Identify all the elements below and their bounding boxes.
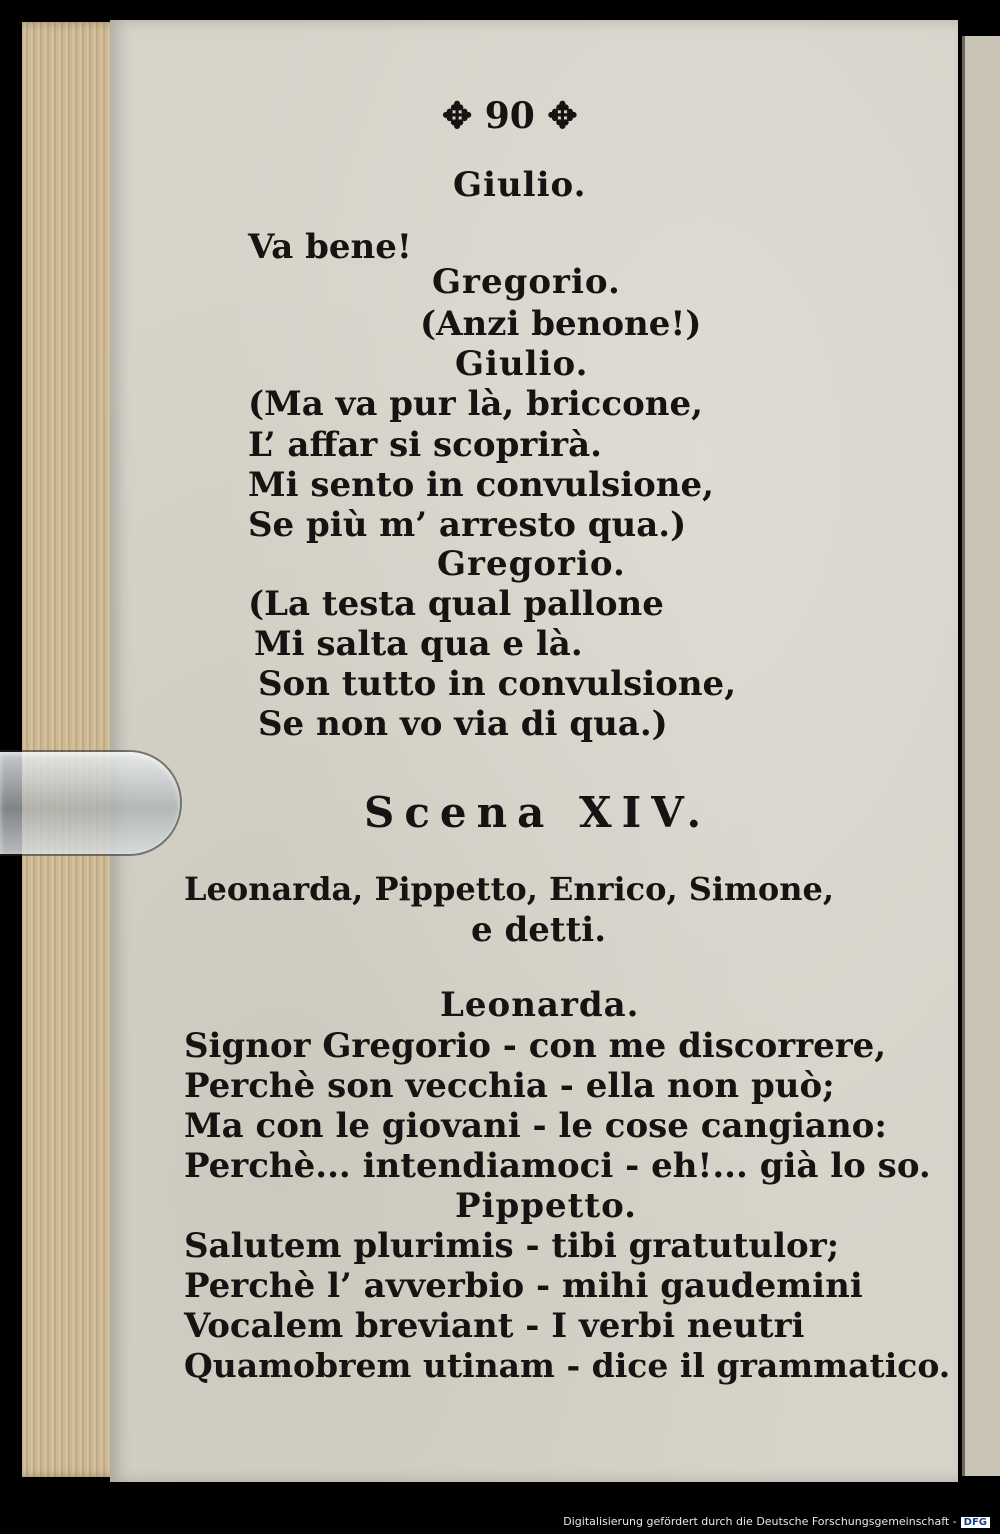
verse-line: Mi sento in convulsione, [248,465,714,505]
verse-line: Signor Gregorio - con me discorrere, [184,1026,887,1066]
speaker-gregorio: Gregorio. [437,544,626,584]
verse-line: (Ma va pur là, briccone, [248,384,703,424]
verse-line: Ma con le giovani - le cose cangiano: [184,1106,887,1146]
speaker-gregorio: Gregorio. [432,262,621,302]
verse-line: Vocalem breviant - I verbi neutri [184,1306,805,1346]
verse-line: L’ affar si scoprirà. [248,425,602,465]
speaker-giulio: Giulio. [453,165,587,205]
page-number: ✥ 90 ✥ [442,95,578,137]
footer-credit [563,1515,990,1528]
verse-line: Se più m’ arresto qua.) [248,505,687,545]
verse-line: Va bene! [248,227,412,267]
verse-line: Son tutto in convulsione, [258,664,737,704]
book-page [110,20,958,1482]
scene-heading: Scena XIV. [364,788,712,837]
dfg-logo-icon: DFG [961,1517,990,1528]
cast-list: Leonarda, Pippetto, Enrico, Simone, [184,870,834,908]
verse-line: Perchè... intendiamoci - eh!... già lo so. [184,1146,931,1186]
speaker-leonarda: Leonarda. [440,985,640,1025]
verse-line: (La testa qual pallone [248,584,664,624]
verse-line: Perchè l’ avverbio - mihi gaudemini [184,1266,863,1306]
verse-line: Mi salta qua e là. [254,624,583,664]
plastic-clip [0,752,180,854]
verse-line: Se non vo via di qua.) [258,704,668,744]
speaker-giulio: Giulio. [455,344,589,384]
verse-line: Perchè son vecchia - ella non può; [184,1066,835,1106]
verse-line: (Anzi benone!) [420,304,702,344]
speaker-pippetto: Pippetto. [455,1186,637,1226]
footer-text: Digitalisierung gefördert durch die Deutsche Forschungsgemeinschaft - [563,1515,957,1528]
next-page-edge [962,36,1000,1476]
verse-line: Quamobrem utinam - dice il grammatico. [184,1346,951,1385]
cast-list: e detti. [471,910,607,950]
verse-line: Salutem plurimis - tibi gratutulor; [184,1226,840,1266]
